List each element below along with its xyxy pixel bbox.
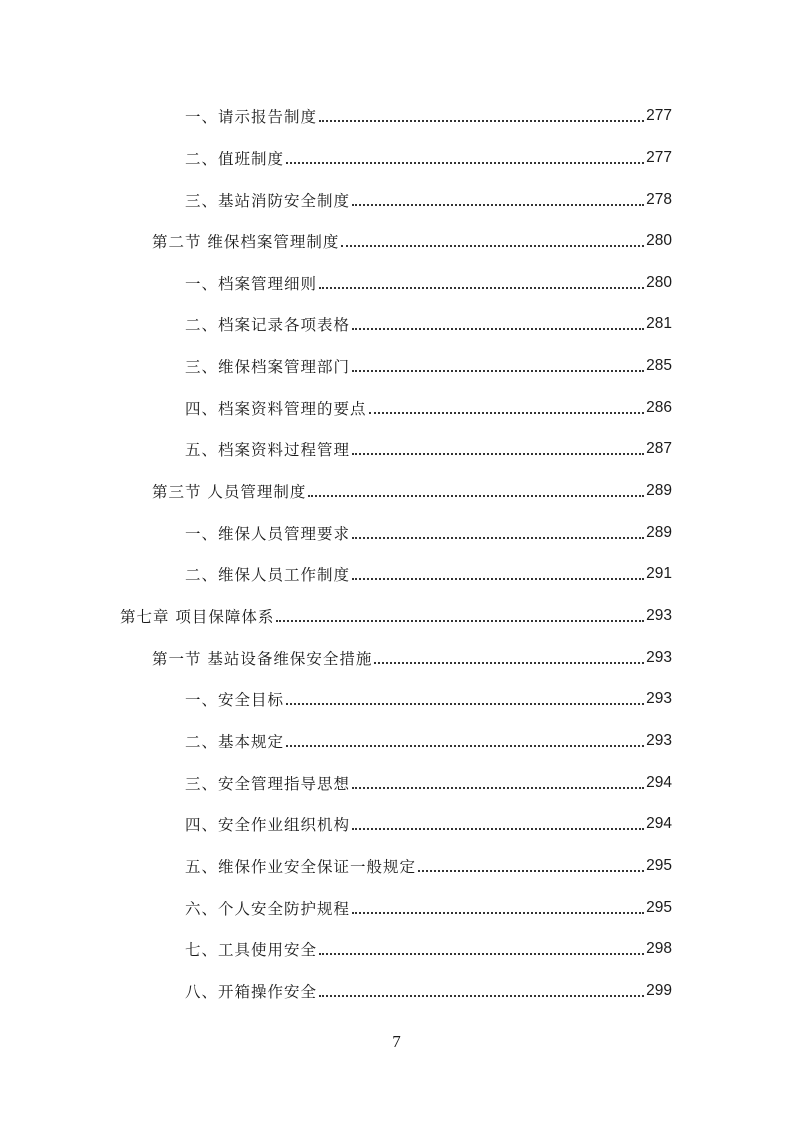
toc-entry-title: 五、档案资料过程管理: [185, 441, 351, 459]
toc-entry-page: 291: [646, 565, 672, 582]
dot-leader: [341, 229, 644, 253]
toc-entry-title: 一、档案管理细则: [185, 275, 318, 293]
toc-entry-title: 三、安全管理指导思想: [185, 775, 351, 793]
toc-entry-page: 280: [646, 232, 672, 249]
dot-leader: [319, 271, 644, 295]
toc-entry[interactable]: [185, 396, 672, 420]
toc-entry-section[interactable]: [152, 646, 672, 670]
dot-leader: [286, 146, 644, 170]
toc-entry-title: 一、维保人员管理要求: [185, 525, 351, 543]
toc-entry-page: 287: [646, 440, 672, 457]
dot-leader: [352, 521, 644, 545]
toc-entry-title: 二、基本规定: [185, 733, 285, 751]
toc-entry-title: 第三节 人员管理制度: [152, 483, 307, 501]
toc-entry-page: 294: [646, 774, 672, 791]
toc-entry-title: 五、维保作业安全保证一般规定: [185, 858, 417, 876]
toc-entry-page: 293: [646, 690, 672, 707]
dot-leader: [352, 812, 644, 836]
toc-entry-title: 二、档案记录各项表格: [185, 316, 351, 334]
toc-entry-title: 六、个人安全防护规程: [185, 900, 351, 918]
toc-entry-page: 285: [646, 357, 672, 374]
toc-entry-title: 四、档案资料管理的要点: [185, 400, 367, 418]
toc-entry[interactable]: [185, 896, 672, 920]
toc-entry-title: 四、安全作业组织机构: [185, 816, 351, 834]
toc-entry-page: 289: [646, 482, 672, 499]
dot-leader: [352, 188, 644, 212]
toc-entry-page: 278: [646, 191, 672, 208]
toc-entry[interactable]: [185, 562, 672, 586]
toc-entry-title: 七、工具使用安全: [185, 941, 318, 959]
toc-entry-title: 一、安全目标: [185, 691, 285, 709]
toc-entry[interactable]: [185, 812, 672, 836]
toc-entry-title: 一、请示报告制度: [185, 108, 318, 126]
dot-leader: [286, 687, 644, 711]
dot-leader: [276, 604, 644, 628]
toc-entry[interactable]: [185, 437, 672, 461]
toc-entry[interactable]: [185, 979, 672, 1003]
toc-entry[interactable]: [185, 937, 672, 961]
dot-leader: [352, 354, 644, 378]
toc-entry-title: 二、维保人员工作制度: [185, 566, 351, 584]
dot-leader: [418, 854, 644, 878]
toc-entry[interactable]: [185, 521, 672, 545]
dot-leader: [319, 104, 644, 128]
dot-leader: [369, 396, 645, 420]
toc-entry[interactable]: [185, 188, 672, 212]
toc-entry-title: 第一节 基站设备维保安全措施: [152, 650, 373, 668]
toc-entry-section[interactable]: [152, 229, 672, 253]
toc-entry[interactable]: [185, 146, 672, 170]
toc-entry-page: 293: [646, 649, 672, 666]
toc-entry-title: 第二节 维保档案管理制度: [152, 233, 340, 251]
toc-entry-title: 八、开箱操作安全: [185, 983, 318, 1001]
dot-leader: [352, 437, 644, 461]
toc-entry-title: 三、基站消防安全制度: [185, 192, 351, 210]
toc-entry[interactable]: [185, 854, 672, 878]
dot-leader: [319, 937, 644, 961]
toc-entry[interactable]: [185, 312, 672, 336]
dot-leader: [352, 312, 644, 336]
toc-entry-title: 第七章 项目保障体系: [120, 608, 275, 626]
toc-entry[interactable]: [185, 771, 672, 795]
dot-leader: [352, 896, 644, 920]
dot-leader: [352, 771, 644, 795]
toc-entry[interactable]: [185, 729, 672, 753]
toc-entry[interactable]: [185, 104, 672, 128]
toc-entry-page: 286: [646, 399, 672, 416]
toc-entry-page: 277: [646, 149, 672, 166]
toc-entry-page: 299: [646, 982, 672, 999]
toc-entry-page: 289: [646, 524, 672, 541]
toc-entry-title: 二、值班制度: [185, 150, 285, 168]
toc-entry-title: 三、维保档案管理部门: [185, 358, 351, 376]
toc-entry-page: 294: [646, 815, 672, 832]
toc-entry[interactable]: [185, 271, 672, 295]
dot-leader: [374, 646, 644, 670]
toc-entry-page: 293: [646, 607, 672, 624]
toc-entry-page: 293: [646, 732, 672, 749]
toc-entry[interactable]: [185, 687, 672, 711]
dot-leader: [286, 729, 644, 753]
toc-entry-page: 295: [646, 899, 672, 916]
dot-leader: [352, 562, 644, 586]
toc-entry-chapter[interactable]: [120, 604, 672, 628]
page-number: 7: [392, 1032, 401, 1051]
toc-entry-page: 298: [646, 940, 672, 957]
dot-leader: [319, 979, 644, 1003]
toc-entry-page: 295: [646, 857, 672, 874]
toc-entry-page: 277: [646, 107, 672, 124]
toc-entry-page: 280: [646, 274, 672, 291]
dot-leader: [308, 479, 644, 503]
toc-entry-section[interactable]: [152, 479, 672, 503]
toc-entry-page: 281: [646, 315, 672, 332]
toc-entry[interactable]: [185, 354, 672, 378]
